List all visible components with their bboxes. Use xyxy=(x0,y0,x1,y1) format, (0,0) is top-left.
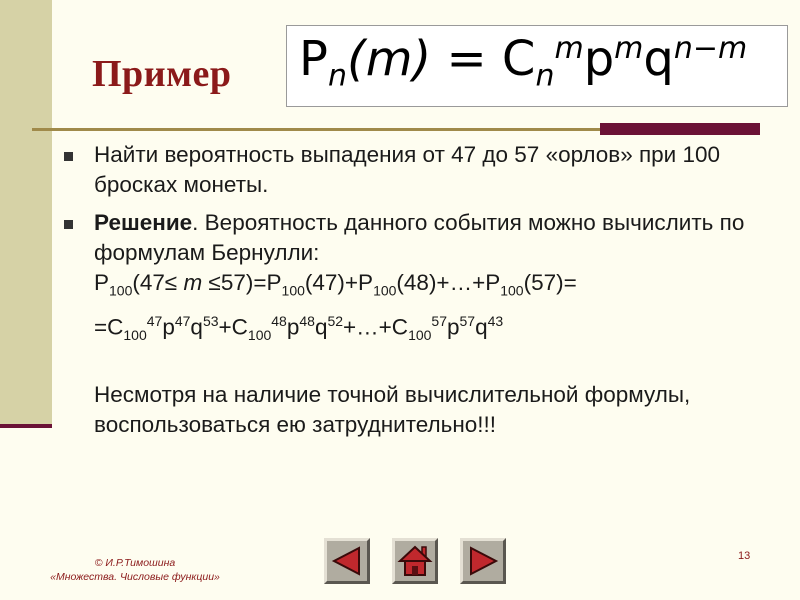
title-divider-accent xyxy=(600,123,760,135)
math-term: p xyxy=(162,314,175,339)
band-bottom-rule xyxy=(0,424,52,428)
task-text: Найти вероятность выпадения от 47 до 57 «орлов» при 100 бросках монеты. xyxy=(94,142,721,197)
footer-author: © И.Р.Тимошина xyxy=(94,557,176,569)
bullet-square-icon xyxy=(64,152,73,161)
solution-text: . Вероятность данного события можно вычислить по формулам Бернулли: xyxy=(94,210,745,265)
bullet-square-icon xyxy=(64,220,73,229)
slide-title: Пример xyxy=(92,53,232,95)
math-term: q xyxy=(190,314,203,339)
math-sup: 53 xyxy=(202,312,219,329)
solution-label: Решение xyxy=(94,210,193,235)
bernoulli-sum-line xyxy=(94,268,780,306)
math-term: (48)+…+P xyxy=(396,270,501,295)
math-sub: 100 xyxy=(247,326,272,343)
math-sub: 100 xyxy=(500,282,524,299)
slide-content xyxy=(60,140,780,448)
prev-slide-button[interactable] xyxy=(324,538,370,584)
math-term: (57)= xyxy=(523,270,577,295)
right-triangle-icon xyxy=(463,541,503,581)
home-button[interactable] xyxy=(392,538,438,584)
left-decorative-band xyxy=(0,0,52,428)
bernoulli-expansion-line xyxy=(94,306,780,350)
math-sub: 100 xyxy=(408,326,432,343)
math-sub: 100 xyxy=(281,282,305,299)
math-term: P xyxy=(94,270,110,295)
math-sup: 43 xyxy=(487,312,504,329)
math-term: +C xyxy=(218,314,248,339)
footer-course: «Множества. Числовые функции» xyxy=(50,571,220,583)
house-icon xyxy=(395,541,435,581)
formula-P: P xyxy=(299,31,328,87)
math-term: (47)+P xyxy=(304,270,374,295)
bullet-solution xyxy=(60,208,780,440)
math-term: +…+C xyxy=(343,314,409,339)
math-sup: 48 xyxy=(271,312,287,329)
formula-arg: (m) xyxy=(346,31,432,87)
bernoulli-formula-box xyxy=(286,25,788,107)
formula-p: p xyxy=(583,31,615,87)
math-sup: 48 xyxy=(299,312,315,329)
math-term: ≤57)=P xyxy=(202,270,282,295)
math-term: q xyxy=(475,314,488,339)
formula-C-sub: n xyxy=(535,58,555,94)
math-sup: 52 xyxy=(327,312,344,329)
math-sup: 47 xyxy=(146,312,163,329)
conclusion-text: Несмотря на наличие точной вычислительной формулы, воспользоваться ею затруднительно!!! xyxy=(94,381,691,437)
formula-q: q xyxy=(643,31,674,87)
formula-C-sup: m xyxy=(554,31,584,66)
math-term: =C xyxy=(94,314,124,339)
bernoulli-formula xyxy=(299,32,747,93)
math-sup: 57 xyxy=(431,312,447,329)
math-sub: 100 xyxy=(123,326,147,343)
formula-equals: = xyxy=(431,31,502,87)
math-term: (47≤ xyxy=(132,270,184,295)
math-term: p xyxy=(447,314,460,339)
formula-q-sup: n−m xyxy=(673,31,748,66)
page-number: 13 xyxy=(738,550,751,562)
math-sup: 47 xyxy=(174,312,191,329)
next-slide-button[interactable] xyxy=(460,538,506,584)
bullet-task xyxy=(60,140,780,200)
math-term: q xyxy=(314,314,328,339)
math-var: m xyxy=(183,270,203,295)
slide-footer xyxy=(30,556,240,584)
math-sup: 57 xyxy=(459,312,476,329)
formula-C: C xyxy=(501,31,536,87)
math-sub: 100 xyxy=(109,282,133,299)
math-sub: 100 xyxy=(373,282,397,299)
formula-n-sub: n xyxy=(327,58,347,94)
left-triangle-icon xyxy=(327,541,367,581)
math-term: p xyxy=(286,314,300,339)
spacer xyxy=(94,350,780,380)
formula-p-sup: m xyxy=(614,31,644,66)
